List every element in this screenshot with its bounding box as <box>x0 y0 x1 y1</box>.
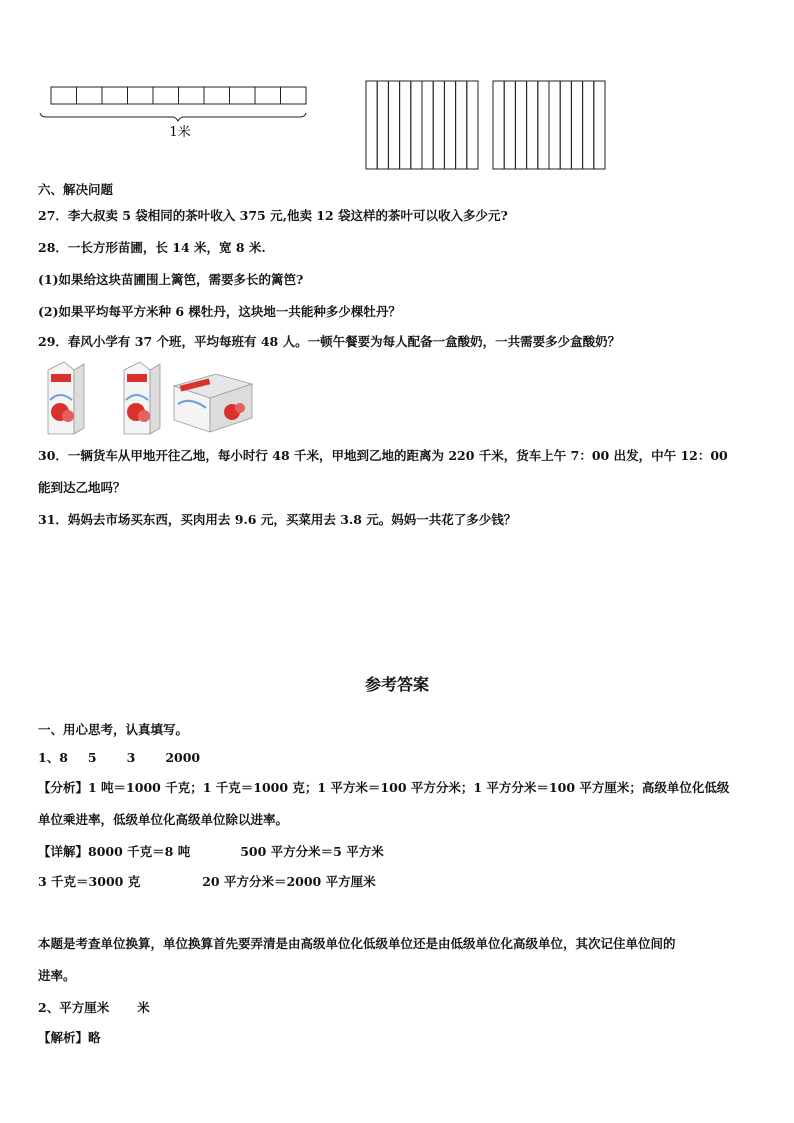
bar-block-2 <box>493 81 605 169</box>
problem-31: 31．妈妈去市场买东西，买肉用去 9.6 元，买菜用去 3.8 元。妈妈一共花了多少钱？ <box>38 512 517 527</box>
answer-1-value-3: 3 <box>126 750 136 765</box>
bar-strip <box>549 81 560 169</box>
section-title: 六、解决问题 <box>38 182 114 197</box>
bar-strip <box>493 81 504 169</box>
ruler-cell <box>281 87 307 104</box>
bar-strip <box>388 81 399 169</box>
answer-2-value-1: 2、平方厘米 <box>38 1000 110 1015</box>
analysis-2: 【解析】略 <box>38 1030 101 1045</box>
ruler-cell <box>51 87 77 104</box>
bar-strip <box>467 81 478 169</box>
problem-29: 29．春风小学有 37 个班，平均每班有 48 人。一顿午餐要为每人配备一盒酸奶，一共需要多少盒酸奶？ <box>38 334 621 349</box>
answer-1-value-4: 2000 <box>165 750 201 765</box>
bar-strip <box>527 81 538 169</box>
ruler-cell <box>204 87 230 104</box>
bar-blocks <box>366 81 605 169</box>
summary-line-2: 进率。 <box>38 968 76 983</box>
bar-strip <box>571 81 582 169</box>
bar-strip <box>400 81 411 169</box>
yogurt-cartons-image <box>40 360 270 440</box>
detail-1-conversion-4: 20 平方分米＝2000 平方厘米 <box>202 874 376 889</box>
bar-strip <box>433 81 444 169</box>
detail-1-conversion-2: 500 平方分米＝5 平方米 <box>240 844 384 859</box>
bar-strip <box>583 81 594 169</box>
ruler-label: 1米 <box>169 125 191 140</box>
ruler-cell <box>128 87 154 104</box>
problem-27: 27．李大叔卖 5 袋相同的茶叶收入 375 元,他卖 12 袋这样的茶叶可以收入多少元? <box>38 208 508 223</box>
yogurt-carton-2 <box>124 362 160 434</box>
problem-28-part-1: (1)如果给这块苗圃围上篱笆，需要多长的篱笆? <box>38 272 304 287</box>
ruler-cell <box>230 87 256 104</box>
detail-1-line-1 <box>38 844 384 860</box>
bar-strip <box>444 81 455 169</box>
answer-2 <box>38 1000 150 1016</box>
problem-28-part-2: (2)如果平均每平方米种 6 棵牡丹，这块地一共能种多少棵牡丹？ <box>38 304 401 319</box>
bar-strip <box>422 81 433 169</box>
answer-key-title: 参考答案 <box>364 675 429 694</box>
answer-part-1-heading: 一、用心思考，认真填写。 <box>38 722 189 737</box>
bar-strip <box>560 81 571 169</box>
ruler-brace <box>40 113 306 121</box>
bar-strip <box>594 81 605 169</box>
ruler-cell <box>255 87 281 104</box>
analysis-1-line-1: 【分析】1 吨＝1000 千克；1 千克＝1000 克；1 平方米＝100 平方分米；1 平方分米＝100 平方厘米；高级单位化低级 <box>38 780 730 795</box>
ruler-cell <box>179 87 205 104</box>
problem-30-line-2: 能到达乙地吗？ <box>38 480 126 495</box>
analysis-1-line-2: 单位乘进率，低级单位化高级单位除以进率。 <box>38 812 289 827</box>
ruler-figure <box>0 0 794 180</box>
detail-1-conversion-1: 【详解】8000 千克＝8 吨 <box>38 844 191 859</box>
bar-strip <box>456 81 467 169</box>
bar-strip <box>504 81 515 169</box>
ruler-cell <box>102 87 128 104</box>
answer-1-value-1: 1、8 <box>38 750 68 765</box>
detail-1-line-2 <box>38 874 376 890</box>
problem-28: 28．一长方形苗圃，长 14 米，宽 8 米. <box>38 240 266 255</box>
bar-strip <box>411 81 422 169</box>
yogurt-carton-1 <box>48 362 84 434</box>
bar-strip <box>366 81 377 169</box>
detail-1-conversion-3: 3 千克＝3000 克 <box>38 874 141 889</box>
ruler-cells <box>51 87 306 104</box>
summary-line-1: 本题是考查单位换算，单位换算首先要弄清是由高级单位化低级单位还是由低级单位化高级单位，其次记住单位间的 <box>38 936 676 951</box>
yogurt-carton-3 <box>174 374 252 432</box>
bar-strip <box>377 81 388 169</box>
bar-strip <box>515 81 526 169</box>
bar-strip <box>538 81 549 169</box>
answer-2-value-2: 米 <box>137 1000 150 1015</box>
ruler-cell <box>77 87 103 104</box>
answer-1-value-2: 5 <box>87 750 97 765</box>
answer-1 <box>38 750 200 766</box>
ruler-cell <box>153 87 179 104</box>
problem-30-line-1: 30．一辆货车从甲地开往乙地，每小时行 48 千米，甲地到乙地的距离为 220 千米，货车上午 7：00 出发，中午 12：00 <box>38 448 728 463</box>
bar-block-1 <box>366 81 478 169</box>
